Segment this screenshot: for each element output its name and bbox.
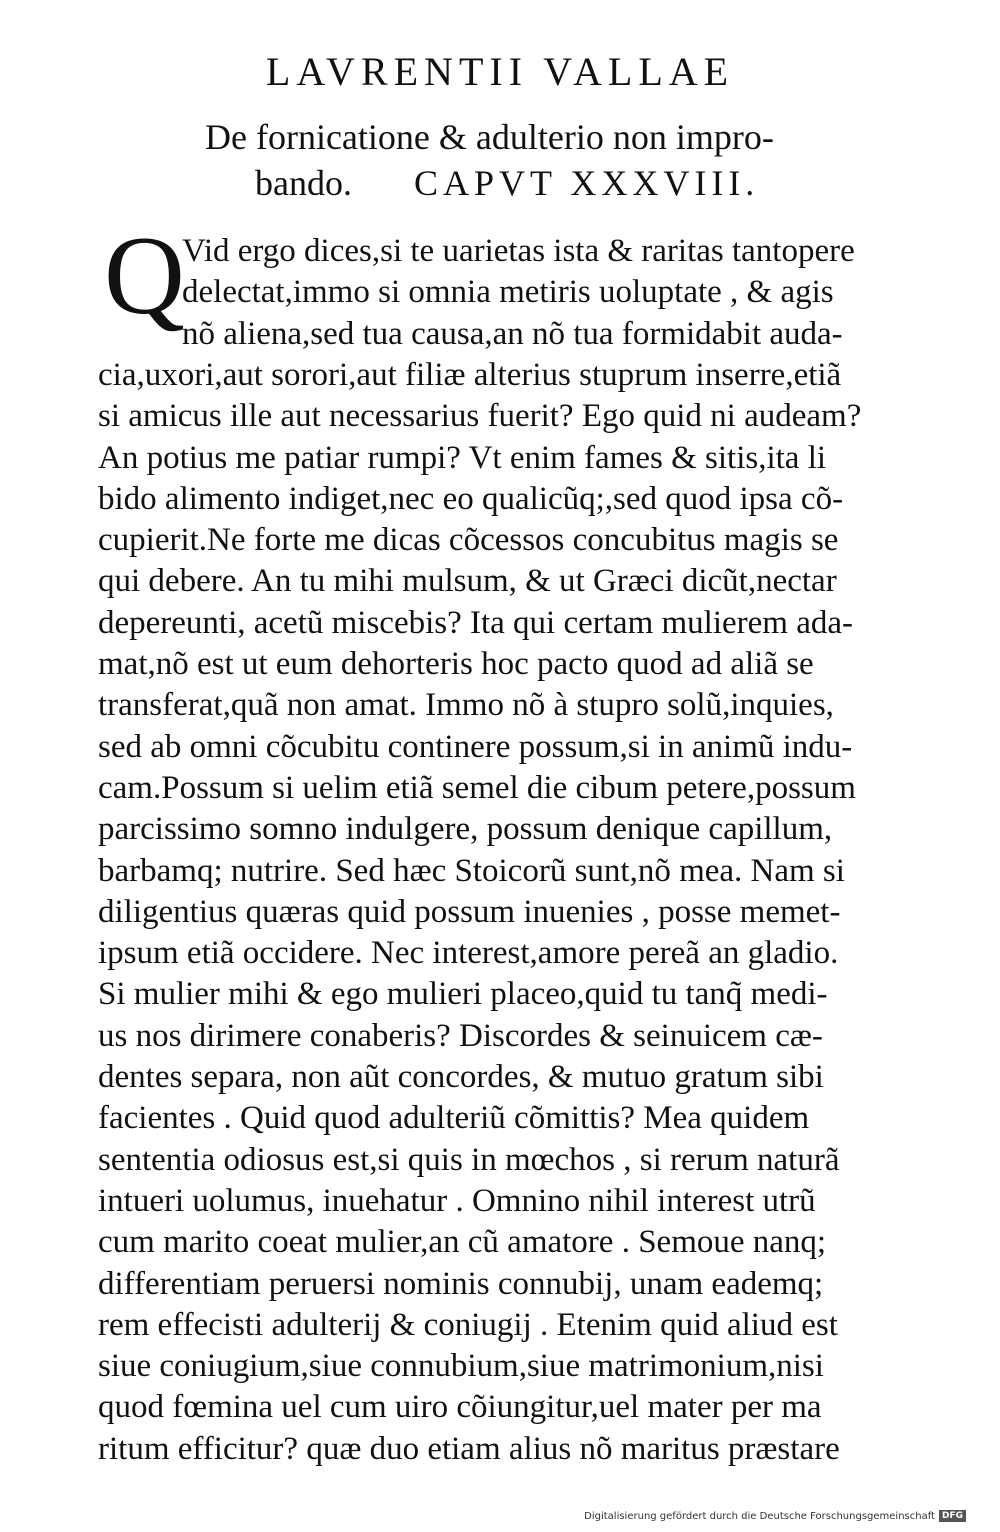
text-line: differentiam peruersi nominis connubij, unam eademq; <box>98 1265 824 1302</box>
text-line: cam.Possum si uelim etiã semel die cibum petere,possum <box>98 769 856 806</box>
text-line: bido alimento indiget,nec eo qualicũq;,sed quod ipsa cõ- <box>98 480 844 517</box>
text-line: quod fœmina uel cum uiro cõiungitur,uel mater per ma <box>98 1389 822 1426</box>
text-line: diligentius quæras quid possum inuenies , posse memet- <box>98 893 841 930</box>
text-line: intueri uolumus, inuehatur . Omnino nihil interest utrũ <box>98 1182 816 1219</box>
text-line: sententia odiosus est,si quis in mœchos , si rerum naturã <box>98 1141 840 1178</box>
text-line: depereunti, acetũ miscebis? Ita qui certam mulierem ada- <box>98 604 853 641</box>
text-line: qui debere. An tu mihi mulsum, & ut Græci dicũt,nectar <box>98 563 837 600</box>
text-line: siue coniugium,siue connubium,siue matrimonium,nisi <box>98 1348 824 1385</box>
text-line: cum marito coeat mulier,an cũ amatore . Semoue nanq; <box>98 1224 827 1261</box>
text-line: delectat,immo si omnia metiris uoluptate , & agis <box>182 274 834 311</box>
text-line: Vid ergo dices,si te uarietas ista & raritas tantopere <box>182 233 855 269</box>
text-line: si amicus ille aut necessarius fuerit? Ego quid ni audeam? <box>98 398 862 435</box>
chapter-title-line-2 <box>205 160 845 206</box>
text-line: Si mulier mihi & ego mulieri placeo,quid tu tanq̃ medi- <box>98 976 828 1013</box>
text-line: cupierit.Ne forte me dicas cõcessos concubitus magis se <box>98 522 839 559</box>
chapter-title-line-1: De fornicatione & adulterio non impro- <box>205 117 774 157</box>
running-head: LAVRENTII VALLAE <box>265 49 735 94</box>
text-line: sed ab omni cõcubitu continere possum,si in animũ indu- <box>98 728 853 765</box>
text-line: us nos dirimere conaberis? Discordes & seinuicem cæ- <box>98 1017 823 1054</box>
chapter-title <box>205 114 845 206</box>
drop-cap: Q <box>104 214 185 338</box>
chapter-title-word: bando. <box>255 163 352 203</box>
text-line: mat,nõ est ut eum dehorteris hoc pacto quod ad aliã se <box>98 646 814 682</box>
text-line: cia,uxori,aut sorori,aut filiæ alterius stuprum inserre,etiã <box>98 356 842 393</box>
text-line: ipsum etiã occidere. Nec interest,amore pereã an gladio. <box>98 935 839 972</box>
text-line: barbamq; nutrire. Sed hæc Stoicorũ sunt,nõ mea. Nam si <box>98 852 845 889</box>
text-line: parcissimo somno indulgere, possum denique capillum, <box>98 811 833 848</box>
text-line: facientes . Quid quod adulteriũ cõmittis? Mea quidem <box>98 1100 810 1137</box>
text-line: transferat,quã non amat. Immo nõ à stupro solũ,inquies, <box>98 687 834 724</box>
text-line: nõ aliena,sed tua causa,an nõ tua formidabit auda- <box>182 315 843 352</box>
dfg-logo: DFG <box>939 1510 966 1522</box>
text-line: rem effecisti adulterij & coniugij . Etenim quid aliud est <box>98 1306 838 1343</box>
footer-credit: Digitalisierung gefördert durch die Deutsche Forschungsgemeinschaft <box>584 1511 935 1522</box>
footer <box>584 1510 966 1522</box>
text-line: dentes separa, non aũt concordes, & mutuo gratum sibi <box>98 1059 824 1095</box>
text-line: An potius me patiar rumpi? Vt enim fames & sitis,ita li <box>98 439 827 476</box>
text-line: ritum efficitur? quæ duo etiam alius nõ maritus præstare <box>98 1430 840 1467</box>
chapter-caput: CAPVT XXXVIII. <box>413 163 760 203</box>
